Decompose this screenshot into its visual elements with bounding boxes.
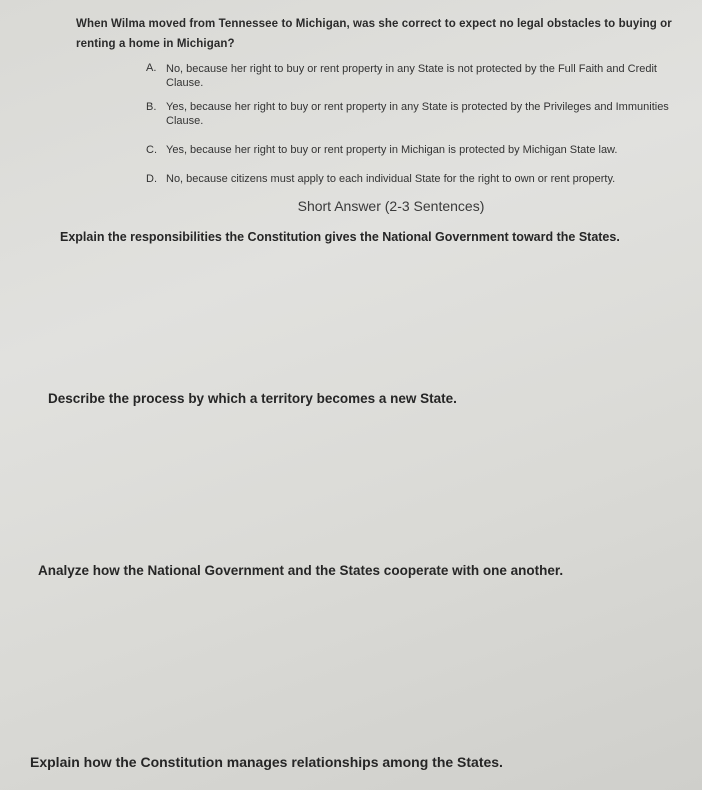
option-letter: A. xyxy=(146,62,157,74)
short-answer-prompt-3: Analyze how the National Government and the States cooperate with one another. xyxy=(38,563,564,578)
option-text: No, because her right to buy or rent property in any State is not protected by the Full Faith and Credit Clause. xyxy=(166,63,657,89)
option-letter: D. xyxy=(146,173,157,185)
answer-option-b xyxy=(146,100,686,130)
option-text: No, because citizens must apply to each individual State for the right to own or rent property. xyxy=(166,173,616,185)
answer-option-c xyxy=(146,143,686,159)
answer-option-a xyxy=(146,61,686,91)
option-text: Yes, because her right to buy or rent property in Michigan is protected by Michigan State law. xyxy=(166,144,618,156)
answer-option-d xyxy=(146,172,686,188)
option-letter: C. xyxy=(146,144,157,156)
option-text: Yes, because her right to buy or rent property in any State is protected by the Privileges and Immunities Clause. xyxy=(166,101,669,127)
short-answer-prompt-1: Explain the responsibilities the Constitution gives the National Government toward the States. xyxy=(60,230,620,244)
short-answer-prompt-4: Explain how the Constitution manages relationships among the States. xyxy=(30,754,503,770)
short-answer-prompt-2: Describe the process by which a territory becomes a new State. xyxy=(48,391,457,406)
section-heading: Short Answer (2-3 Sentences) xyxy=(297,198,485,214)
option-letter: B. xyxy=(146,101,157,113)
question-text: When Wilma moved from Tennessee to Michigan, was she correct to expect no legal obstacles to buying or renting a home in Michigan? xyxy=(76,18,672,50)
